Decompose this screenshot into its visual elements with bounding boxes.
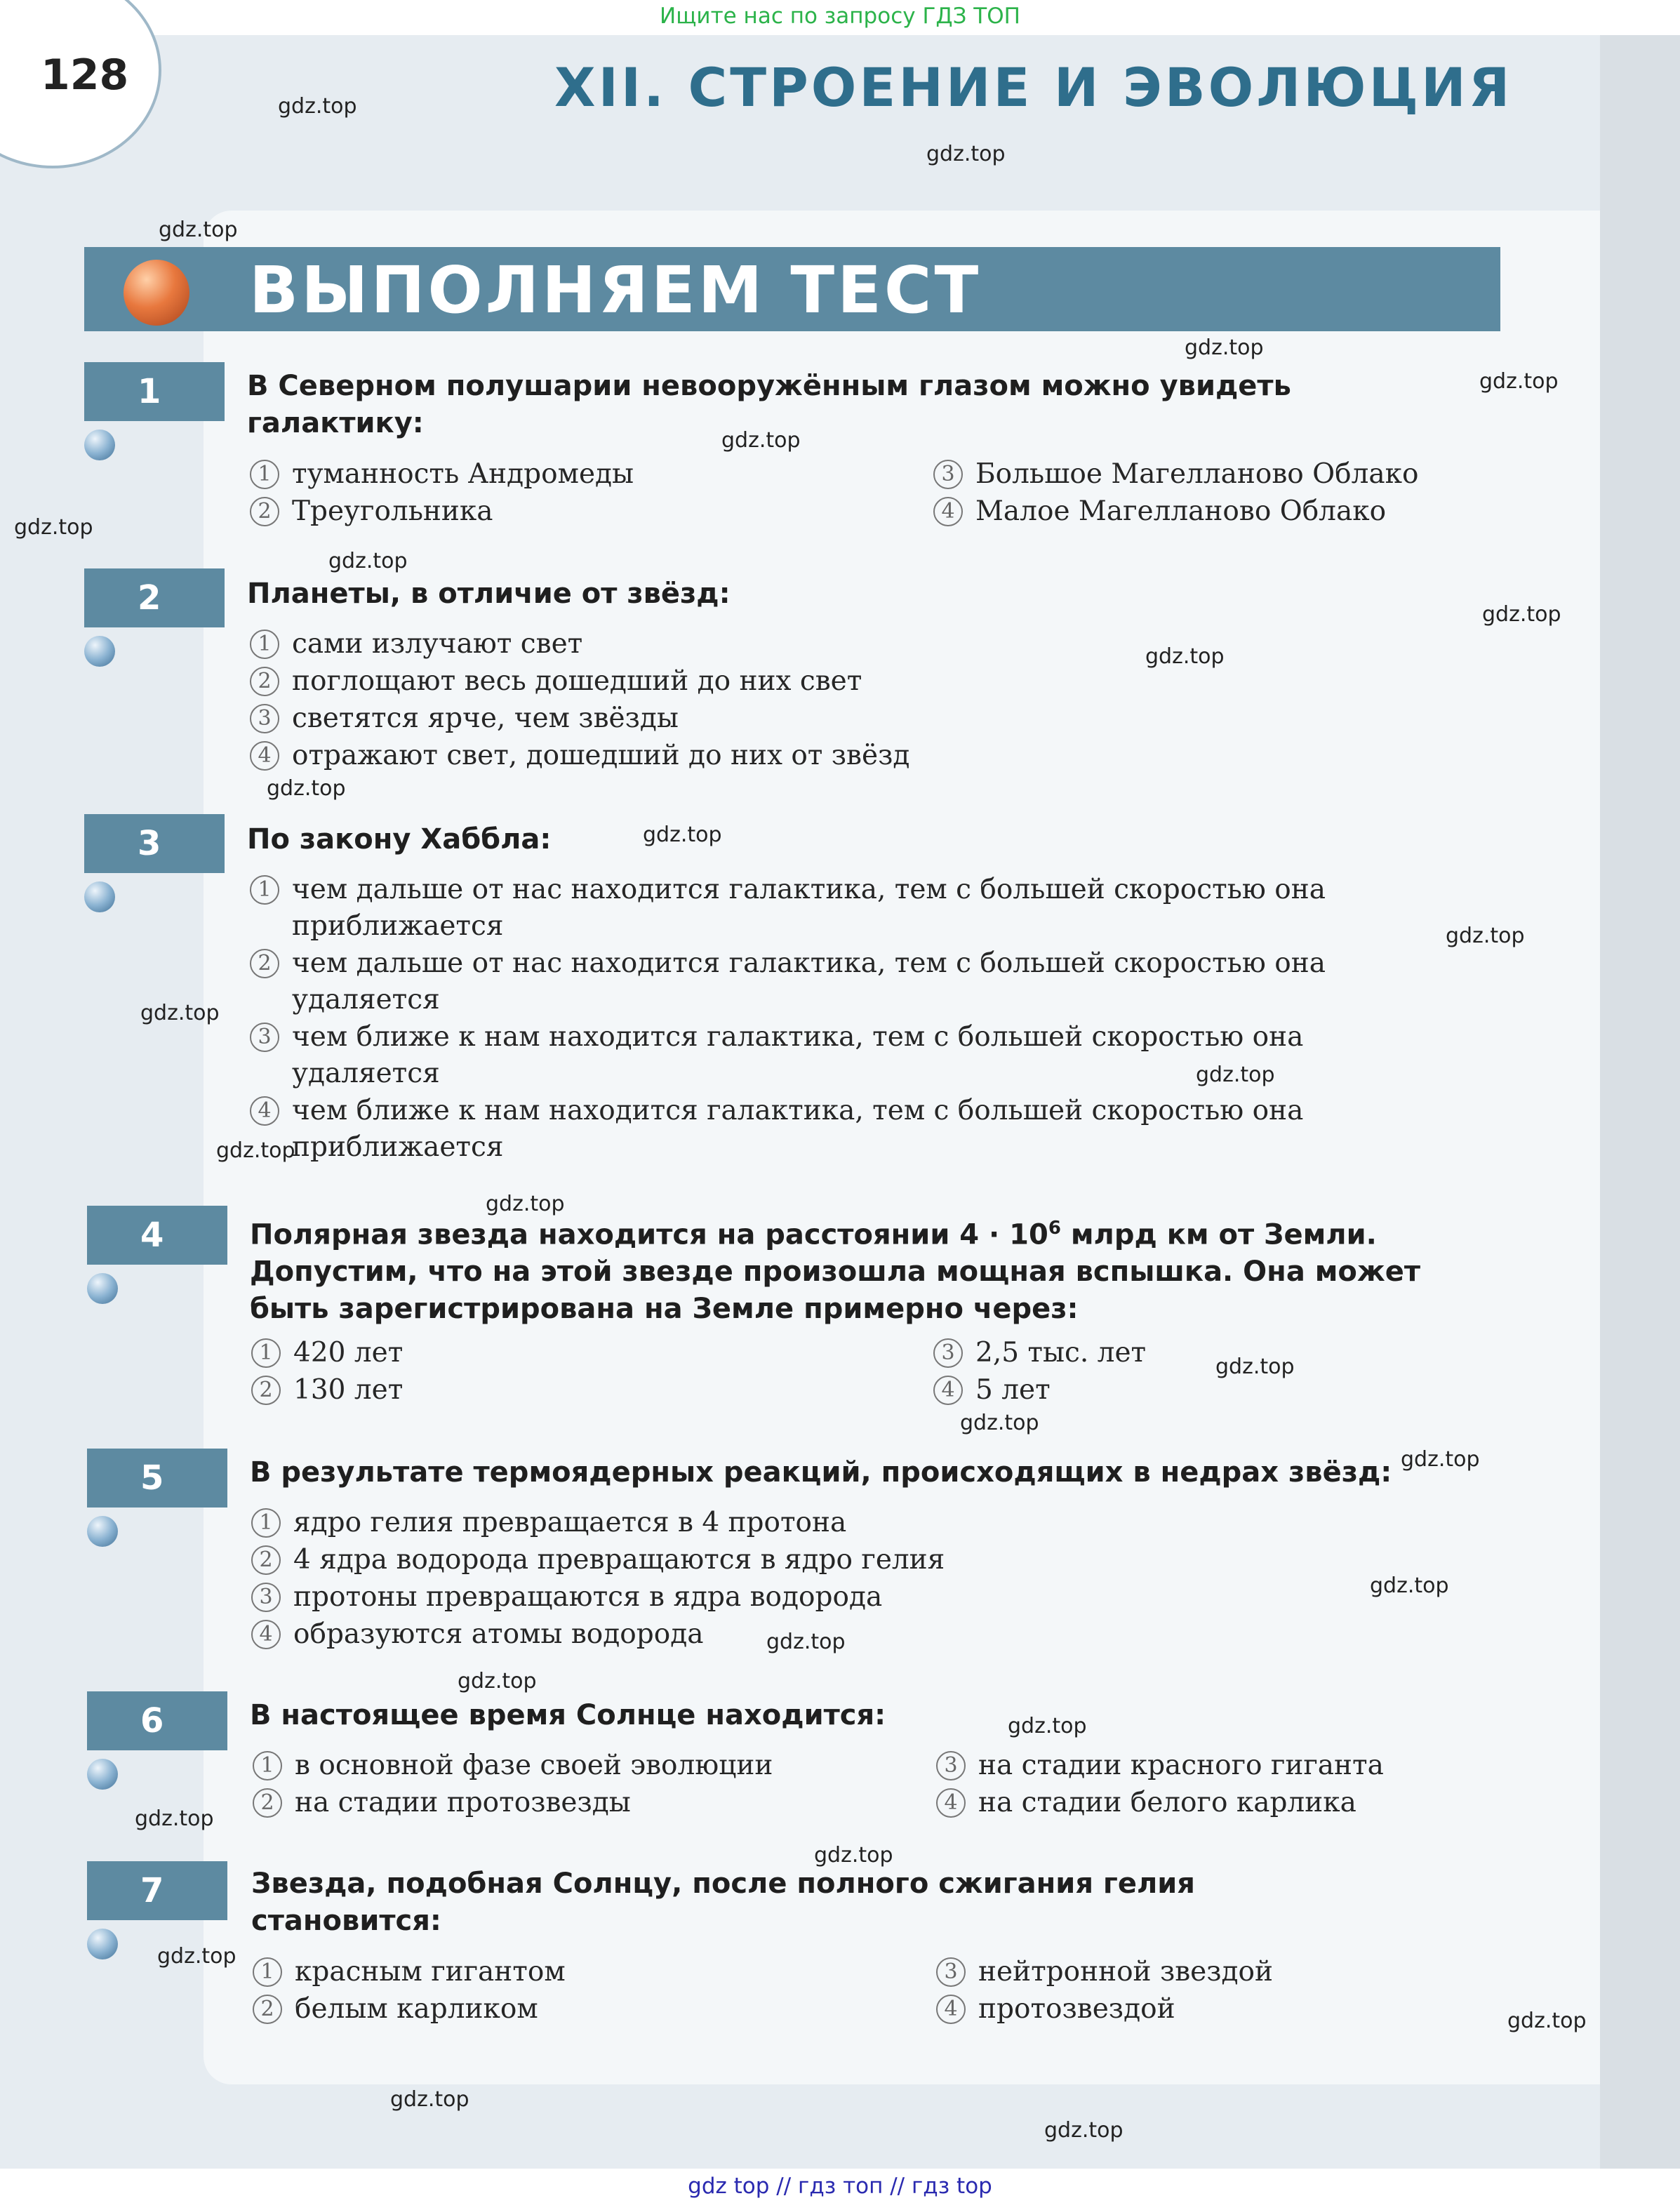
watermark: gdz.top (1044, 2118, 1124, 2143)
option-text: отражают свет, дошедший до них от звёзд (292, 740, 910, 771)
option-number: 3 (933, 460, 963, 489)
question-number-badge: 7 (87, 1861, 227, 1920)
option-number: 4 (933, 497, 963, 526)
option-number: 4 (250, 741, 279, 771)
answer-option[interactable] (251, 1505, 846, 1541)
answer-option[interactable] (251, 1616, 704, 1653)
watermark: gdz.top (1401, 1447, 1480, 1472)
question-text: Полярная звезда находится на расстоянии $4 \cdot 10^6$ млрд км от Земли. Допустим, что на этой звезде произошла мощная вспышка. Она может быть зарегистрирована на Земле примерно через: (250, 1218, 1421, 1326)
bullet-ball-icon (84, 430, 115, 460)
option-text: на стадии протозвезды (295, 1787, 631, 1818)
watermark: gdz.top (140, 1001, 220, 1025)
option-text: чем дальше от нас находится галактика, тем с большей скоростью она приближается (292, 874, 1326, 942)
option-number: 1 (253, 1957, 282, 1987)
option-text: светятся ярче, чем звёзды (292, 703, 679, 734)
answer-option[interactable] (251, 1542, 945, 1578)
watermark: gdz.top (135, 1806, 214, 1831)
answer-option[interactable] (250, 872, 1457, 945)
option-text: Треугольника (292, 495, 493, 527)
option-number: 3 (936, 1957, 966, 1987)
option-text: Большое Магелланово Облако (975, 458, 1419, 490)
top-banner: Ищите нас по запросу ГДЗ ТОП (660, 4, 1020, 29)
answer-option[interactable] (253, 1991, 538, 2028)
option-text: ядро гелия превращается в 4 протона (293, 1507, 847, 1538)
question-number-badge: 4 (87, 1206, 227, 1265)
option-number: 2 (250, 949, 279, 978)
option-text: на стадии белого карлика (978, 1787, 1356, 1818)
option-number: 1 (250, 630, 279, 659)
option-text: 4 ядра водорода превращаются в ядро гелия (293, 1544, 945, 1576)
bullet-ball-icon (84, 881, 115, 912)
option-text: чем дальше от нас находится галактика, тем с большей скоростью она удаляется (292, 947, 1326, 1016)
answer-option[interactable] (251, 1579, 882, 1616)
question-number-badge: 6 (87, 1691, 227, 1750)
watermark: gdz.top (14, 515, 93, 540)
watermark: gdz.top (1196, 1063, 1275, 1087)
option-text: красным гигантом (295, 1956, 566, 1988)
watermark: gdz.top (1008, 1714, 1087, 1738)
option-number: 3 (251, 1583, 281, 1612)
option-text: образуются атомы водорода (293, 1618, 704, 1650)
watermark: gdz.top (159, 218, 238, 242)
bottom-banner: gdz top // гдз топ // гдз top (688, 2174, 992, 2199)
question-number-badge: 3 (84, 814, 225, 873)
orange-ball-icon (124, 260, 189, 326)
answer-option[interactable] (936, 1954, 1273, 1990)
question-text: В Северном полушарии невооружённым глазом можно увидеть галактику: (247, 370, 1291, 439)
question-number-badge: 5 (87, 1449, 227, 1508)
watermark: gdz.top (1185, 335, 1264, 360)
answer-option[interactable] (933, 1335, 1146, 1371)
answer-option[interactable] (250, 738, 909, 774)
option-text: чем ближе к нам находится галактика, тем с большей скоростью она удаляется (292, 1021, 1304, 1089)
answer-option[interactable] (253, 1748, 773, 1784)
option-text: 5 лет (975, 1374, 1051, 1406)
option-text: чем ближе к нам находится галактика, тем с большей скоростью она приближается (292, 1095, 1304, 1163)
section-title: ВЫПОЛНЯЕМ ТЕСТ (249, 253, 982, 328)
watermark: gdz.top (1446, 924, 1525, 948)
question-text: В настоящее время Солнце находится: (250, 1699, 886, 1731)
answer-option[interactable] (250, 456, 634, 493)
answer-option[interactable] (251, 1335, 403, 1371)
chapter-title: XII. СТРОЕНИЕ И ЭВОЛЮЦИЯ (554, 56, 1513, 119)
answer-option[interactable] (936, 1991, 1175, 2028)
watermark: gdz.top (960, 1411, 1039, 1435)
answer-option[interactable] (250, 1019, 1457, 1092)
option-number: 3 (936, 1751, 966, 1781)
answer-option[interactable] (933, 493, 1386, 530)
option-text: поглощают весь дошедший до них свет (292, 665, 862, 697)
option-text: туманность Андромеды (292, 458, 634, 490)
answer-option[interactable] (936, 1785, 1356, 1821)
bullet-ball-icon (87, 1516, 118, 1547)
watermark: gdz.top (267, 776, 346, 801)
option-text: Малое Магелланово Облако (975, 495, 1387, 527)
watermark: gdz.top (216, 1138, 295, 1163)
option-number: 3 (250, 1023, 279, 1052)
watermark: gdz.top (157, 1944, 236, 1969)
option-number: 2 (250, 667, 279, 696)
watermark: gdz.top (486, 1192, 565, 1216)
option-number: 4 (933, 1376, 963, 1405)
option-number: 3 (250, 704, 279, 733)
answer-option[interactable] (933, 1372, 1051, 1409)
watermark: gdz.top (1145, 644, 1225, 669)
answer-option[interactable] (250, 945, 1457, 1018)
answer-option[interactable] (250, 626, 582, 663)
answer-option[interactable] (250, 493, 493, 530)
option-number: 1 (253, 1751, 282, 1781)
watermark: gdz.top (1479, 369, 1559, 394)
option-text: 130 лет (293, 1374, 404, 1406)
answer-option[interactable] (250, 700, 679, 737)
answer-option[interactable] (250, 1093, 1457, 1166)
option-number: 1 (250, 460, 279, 489)
question-number-badge: 1 (84, 362, 225, 421)
answer-option[interactable] (250, 663, 862, 700)
bullet-ball-icon (87, 1929, 118, 1959)
question-text: Звезда, подобная Солнцу, после полного сжигания гелия становится: (251, 1868, 1195, 1937)
option-number: 2 (253, 1995, 282, 2024)
answer-option[interactable] (253, 1785, 631, 1821)
option-text: нейтронной звездой (978, 1956, 1274, 1988)
option-number: 2 (250, 497, 279, 526)
watermark: gdz.top (643, 823, 722, 847)
option-text: в основной фазе своей эволюции (295, 1750, 773, 1781)
watermark: gdz.top (278, 94, 357, 119)
watermark: gdz.top (458, 1669, 537, 1693)
watermark: gdz.top (721, 428, 801, 453)
watermark: gdz.top (328, 549, 408, 573)
watermark: gdz.top (1215, 1355, 1295, 1379)
watermark: gdz.top (1370, 1573, 1449, 1598)
watermark: gdz.top (390, 2087, 469, 2112)
page-number: 128 (41, 51, 129, 100)
option-text: белым карликом (295, 1993, 538, 2025)
option-number: 4 (936, 1995, 966, 2024)
option-number: 3 (933, 1338, 963, 1368)
question-text: В результате термоядерных реакций, происходящих в недрах звёзд: (250, 1456, 1392, 1489)
option-text: сами излучают свет (292, 628, 583, 660)
question-number-badge: 2 (84, 568, 225, 627)
option-number: 4 (936, 1788, 966, 1818)
watermark: gdz.top (1482, 602, 1561, 627)
answer-option[interactable] (933, 456, 1419, 493)
watermark: gdz.top (814, 1843, 893, 1868)
option-number: 4 (250, 1096, 279, 1126)
option-number: 1 (251, 1338, 281, 1368)
answer-option[interactable] (936, 1748, 1384, 1784)
answer-option[interactable] (253, 1954, 566, 1990)
option-number: 2 (251, 1376, 281, 1405)
option-text: протозвездой (978, 1993, 1175, 2025)
page-edge (1600, 35, 1680, 2169)
watermark: gdz.top (766, 1630, 846, 1654)
question-text: По закону Хаббла: (247, 823, 552, 856)
option-text: протоны превращаются в ядра водорода (293, 1581, 883, 1613)
option-number: 2 (251, 1545, 281, 1575)
option-number: 1 (250, 875, 279, 905)
option-number: 4 (251, 1620, 281, 1649)
question-text: Планеты, в отличие от звёзд: (247, 578, 731, 610)
bullet-ball-icon (84, 636, 115, 667)
bullet-ball-icon (87, 1273, 118, 1304)
option-text: 420 лет (293, 1337, 404, 1369)
watermark: gdz.top (1507, 2009, 1587, 2033)
option-text: 2,5 тыс. лет (975, 1337, 1147, 1369)
option-number: 1 (251, 1508, 281, 1538)
option-number: 2 (253, 1788, 282, 1818)
watermark: gdz.top (926, 142, 1006, 166)
answer-option[interactable] (251, 1372, 403, 1409)
option-text: на стадии красного гиганта (978, 1750, 1384, 1781)
bullet-ball-icon (87, 1759, 118, 1790)
